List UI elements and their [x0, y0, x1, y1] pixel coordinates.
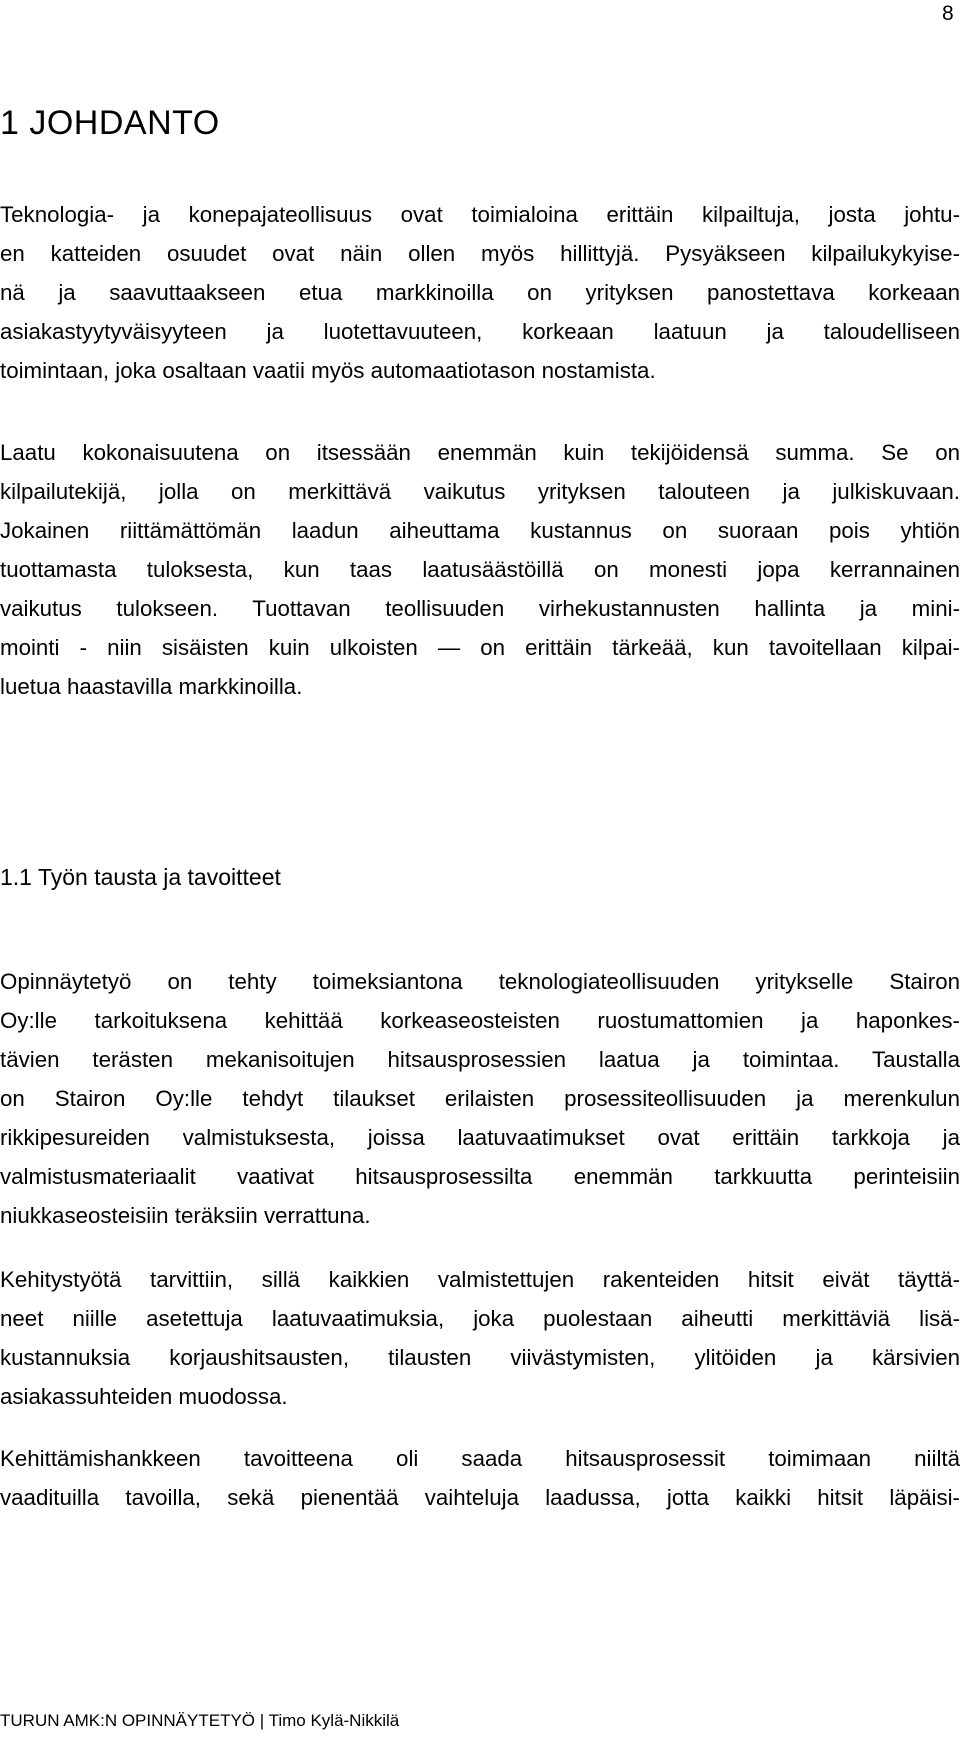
text-line: valmistusmateriaalit vaativat hitsausprosessilta enemmän tarkkuutta perinteisiin — [0, 1164, 960, 1189]
text-line: kustannuksia korjaushitsausten, tilausten viivästymisten, ylitöiden ja kärsivien — [0, 1345, 960, 1370]
text-line: asiakassuhteiden muodossa. — [0, 1384, 288, 1409]
paragraph-section-3 — [0, 1439, 960, 1517]
text-line: toimintaan, joka osaltaan vaatii myös automaatiotason nostamista. — [0, 358, 656, 383]
text-line: kilpailutekijä, jolla on merkittävä vaikutus yrityksen talouteen ja julkiskuvaan. — [0, 479, 960, 504]
text-line: nä ja saavuttaakseen etua markkinoilla on yrityksen panostettava korkeaan — [0, 280, 960, 305]
text-line: Kehitystyötä tarvittiin, sillä kaikkien valmistettujen rakenteiden hitsit eivät täyttä- — [0, 1267, 960, 1292]
text-line: vaadituilla tavoilla, sekä pienentää vaihteluja laadussa, jotta kaikki hitsit läpäisi- — [0, 1485, 960, 1510]
text-line: Teknologia- ja konepajateollisuus ovat toimialoina erittäin kilpailtuja, josta johtu- — [0, 202, 960, 227]
text-line: on Stairon Oy:lle tehdyt tilaukset erilaisten prosessiteollisuuden ja merenkulun — [0, 1086, 960, 1111]
text-line: Opinnäytetyö on tehty toimeksiantona teknologiateollisuuden yritykselle Stairon — [0, 969, 960, 994]
text-line: neet niille asetettuja laatuvaatimuksia, joka puolestaan aiheutti merkittäviä lisä- — [0, 1306, 960, 1331]
paragraph-section-1 — [0, 962, 960, 1235]
text-line: Laatu kokonaisuutena on itsessään enemmän kuin tekijöidensä summa. Se on — [0, 440, 960, 465]
text-line: rikkipesureiden valmistuksesta, joissa laatuvaatimukset ovat erittäin tarkkoja ja — [0, 1125, 960, 1150]
page-number: 8 — [942, 2, 954, 25]
chapter-heading: 1 JOHDANTO — [0, 104, 220, 142]
paragraph-intro-2 — [0, 433, 960, 706]
footer: TURUN AMK:N OPINNÄYTETYÖ | Timo Kylä-Nikkilä — [0, 1711, 400, 1730]
text-line: tävien terästen mekanisoitujen hitsausprosessien laatua ja toimintaa. Taustalla — [0, 1047, 960, 1072]
section-heading: 1.1 Työn tausta ja tavoitteet — [0, 864, 281, 890]
text-line: Kehittämishankkeen tavoitteena oli saada hitsausprosessit toimimaan niiltä — [0, 1446, 960, 1471]
text-line: en katteiden osuudet ovat näin ollen myös hillittyjä. Pysyäkseen kilpailukykyise- — [0, 241, 960, 266]
text-line: vaikutus tulokseen. Tuottavan teollisuuden virhekustannusten hallinta ja mini- — [0, 596, 960, 621]
text-line: tuottamasta tuloksesta, kun taas laatusäästöillä on monesti jopa kerrannainen — [0, 557, 960, 582]
paragraph-intro-1 — [0, 195, 960, 390]
text-line: asiakastyytyväisyyteen ja luotettavuuteen, korkeaan laatuun ja taloudelliseen — [0, 319, 960, 344]
text-line: Oy:lle tarkoituksena kehittää korkeaseosteisten ruostumattomien ja haponkes- — [0, 1008, 960, 1033]
text-line: Jokainen riittämättömän laadun aiheuttama kustannus on suoraan pois yhtiön — [0, 518, 960, 543]
text-line: mointi - niin sisäisten kuin ulkoisten — on erittäin tärkeää, kun tavoitellaan kilpai- — [0, 635, 960, 660]
text-line: luetua haastavilla markkinoilla. — [0, 674, 303, 699]
paragraph-section-2 — [0, 1260, 960, 1416]
text-line: niukkaseosteisiin teräksiin verrattuna. — [0, 1203, 371, 1228]
